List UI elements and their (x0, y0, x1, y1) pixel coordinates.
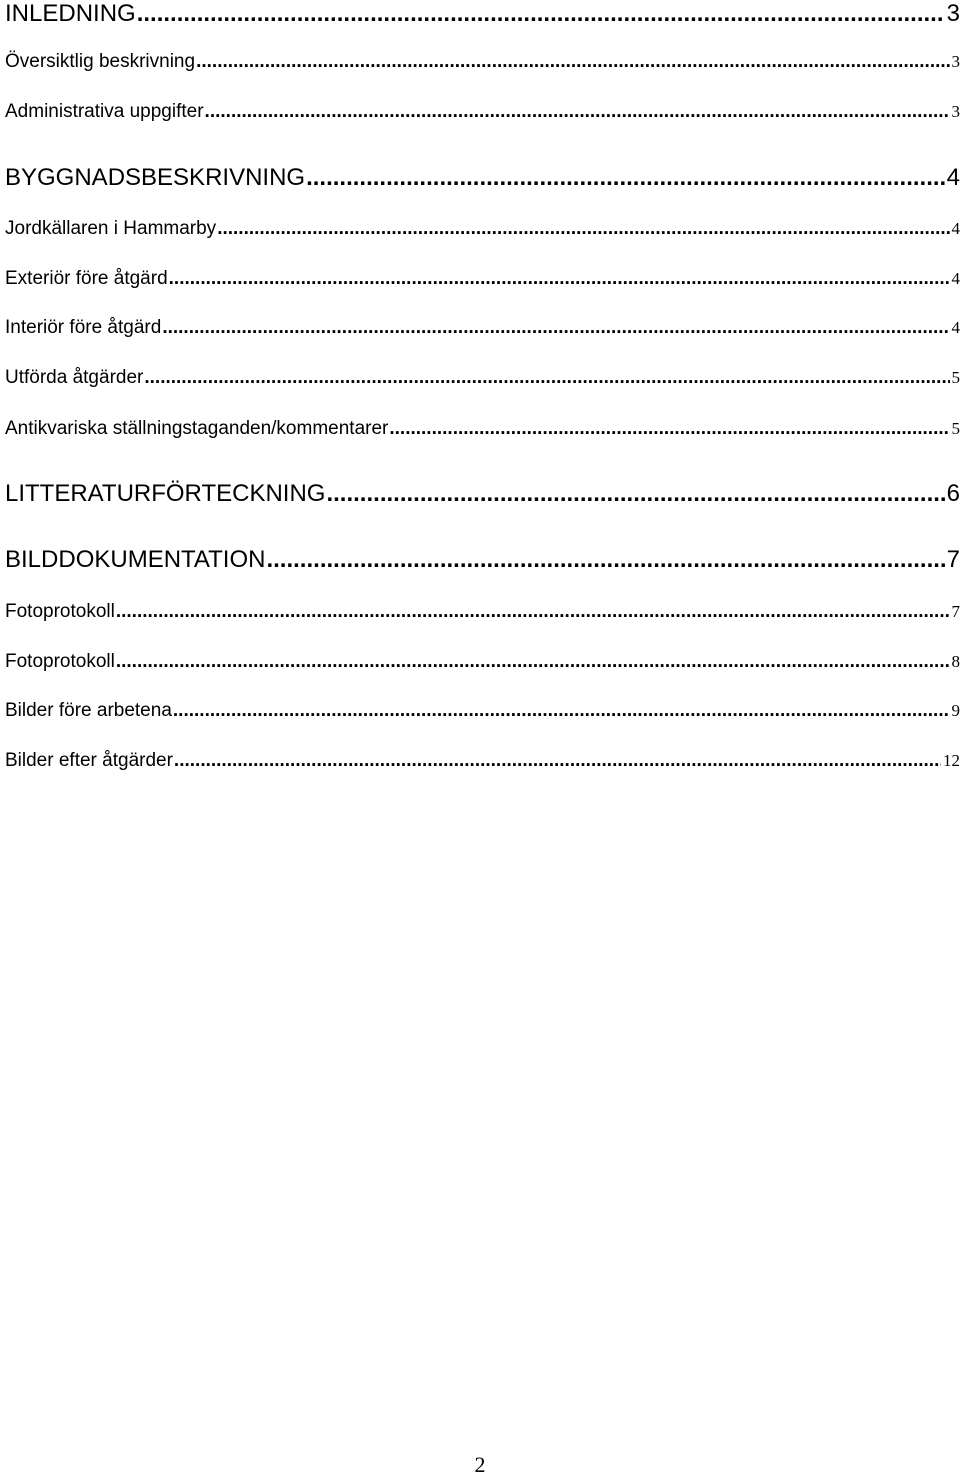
toc-entry-bilder-efter-atgarder[interactable] (5, 750, 960, 772)
toc-leader-dots (306, 164, 945, 192)
toc-entry-administrativa-uppgifter[interactable] (5, 101, 960, 123)
toc-entry-page: 5 (951, 419, 960, 438)
toc-entry-page: 3 (946, 0, 960, 27)
toc-entry-litteraturforteckning[interactable] (5, 480, 960, 508)
toc-entry-bilder-fore-arbetena[interactable] (5, 700, 960, 722)
toc-entry-page: 4 (946, 164, 960, 191)
page-number: 2 (474, 1452, 486, 1477)
toc-entry-title: LITTERATURFÖRTECKNING (5, 480, 326, 507)
toc-entry-page: 3 (951, 52, 960, 71)
toc-entry-title: Bilder före arbetena (5, 700, 172, 721)
toc-leader-dots (217, 218, 949, 240)
toc-entry-page: 7 (946, 546, 960, 573)
toc-entry-title: Bilder efter åtgärder (5, 750, 173, 771)
toc-entry-interior-fore-atgard[interactable] (5, 317, 960, 339)
toc-leader-dots (389, 418, 949, 440)
toc-entry-fotoprotokoll-2[interactable] (5, 651, 960, 673)
toc-entry-oversiktlig-beskrivning[interactable] (5, 51, 960, 73)
toc-entry-title: Administrativa uppgifter (5, 101, 204, 122)
toc-entry-page: 12 (943, 751, 960, 770)
toc-entry-page: 9 (951, 701, 960, 720)
toc-entry-inledning[interactable] (5, 0, 960, 28)
toc-entry-title: Interiör före åtgärd (5, 317, 162, 338)
toc-entry-title: BYGGNADSBESKRIVNING (5, 164, 306, 191)
toc-entry-page: 8 (951, 652, 960, 671)
toc-entry-utforda-atgarder[interactable] (5, 367, 960, 389)
toc-entry-title: Exteriör före åtgärd (5, 268, 168, 289)
toc-leader-dots (169, 268, 950, 290)
toc-entry-fotoprotokoll-1[interactable] (5, 601, 960, 623)
toc-leader-dots (116, 651, 950, 673)
toc-entry-antikvariska[interactable] (5, 418, 960, 440)
toc-entry-title: Fotoprotokoll (5, 651, 115, 672)
toc-leader-dots (205, 101, 950, 123)
toc-leader-dots (137, 0, 945, 28)
toc-entry-title: BILDDOKUMENTATION (5, 546, 266, 573)
toc-leader-dots (162, 317, 949, 339)
toc-entry-page: 4 (951, 318, 960, 337)
toc-entry-page: 6 (946, 480, 960, 507)
toc-leader-dots (144, 367, 949, 389)
toc-entry-page: 4 (951, 219, 960, 238)
toc-entry-jordkallaren[interactable] (5, 218, 960, 240)
toc-entry-title: Fotoprotokoll (5, 601, 115, 622)
toc-entry-title: INLEDNING (5, 0, 136, 27)
toc-leader-dots (116, 601, 950, 623)
toc-entry-bilddokumentation[interactable] (5, 546, 960, 574)
toc-entry-title: Översiktlig beskrivning (5, 51, 196, 72)
toc-entry-title: Jordkällaren i Hammarby (5, 218, 217, 239)
toc-entry-title: Antikvariska ställningstaganden/kommentarer (5, 418, 389, 439)
toc-entry-page: 7 (951, 602, 960, 621)
toc-leader-dots (196, 51, 949, 73)
toc-leader-dots (174, 750, 941, 772)
toc-entry-page: 5 (951, 368, 960, 387)
toc-entry-title: Utförda åtgärder (5, 367, 144, 388)
toc-leader-dots (266, 546, 944, 574)
toc-entry-page: 4 (951, 269, 960, 288)
toc-entry-exterior-fore-atgard[interactable] (5, 268, 960, 290)
toc-entry-byggnadsbeskrivning[interactable] (5, 164, 960, 192)
toc-leader-dots (173, 700, 950, 722)
toc-leader-dots (326, 480, 944, 508)
toc-entry-page: 3 (951, 102, 960, 121)
